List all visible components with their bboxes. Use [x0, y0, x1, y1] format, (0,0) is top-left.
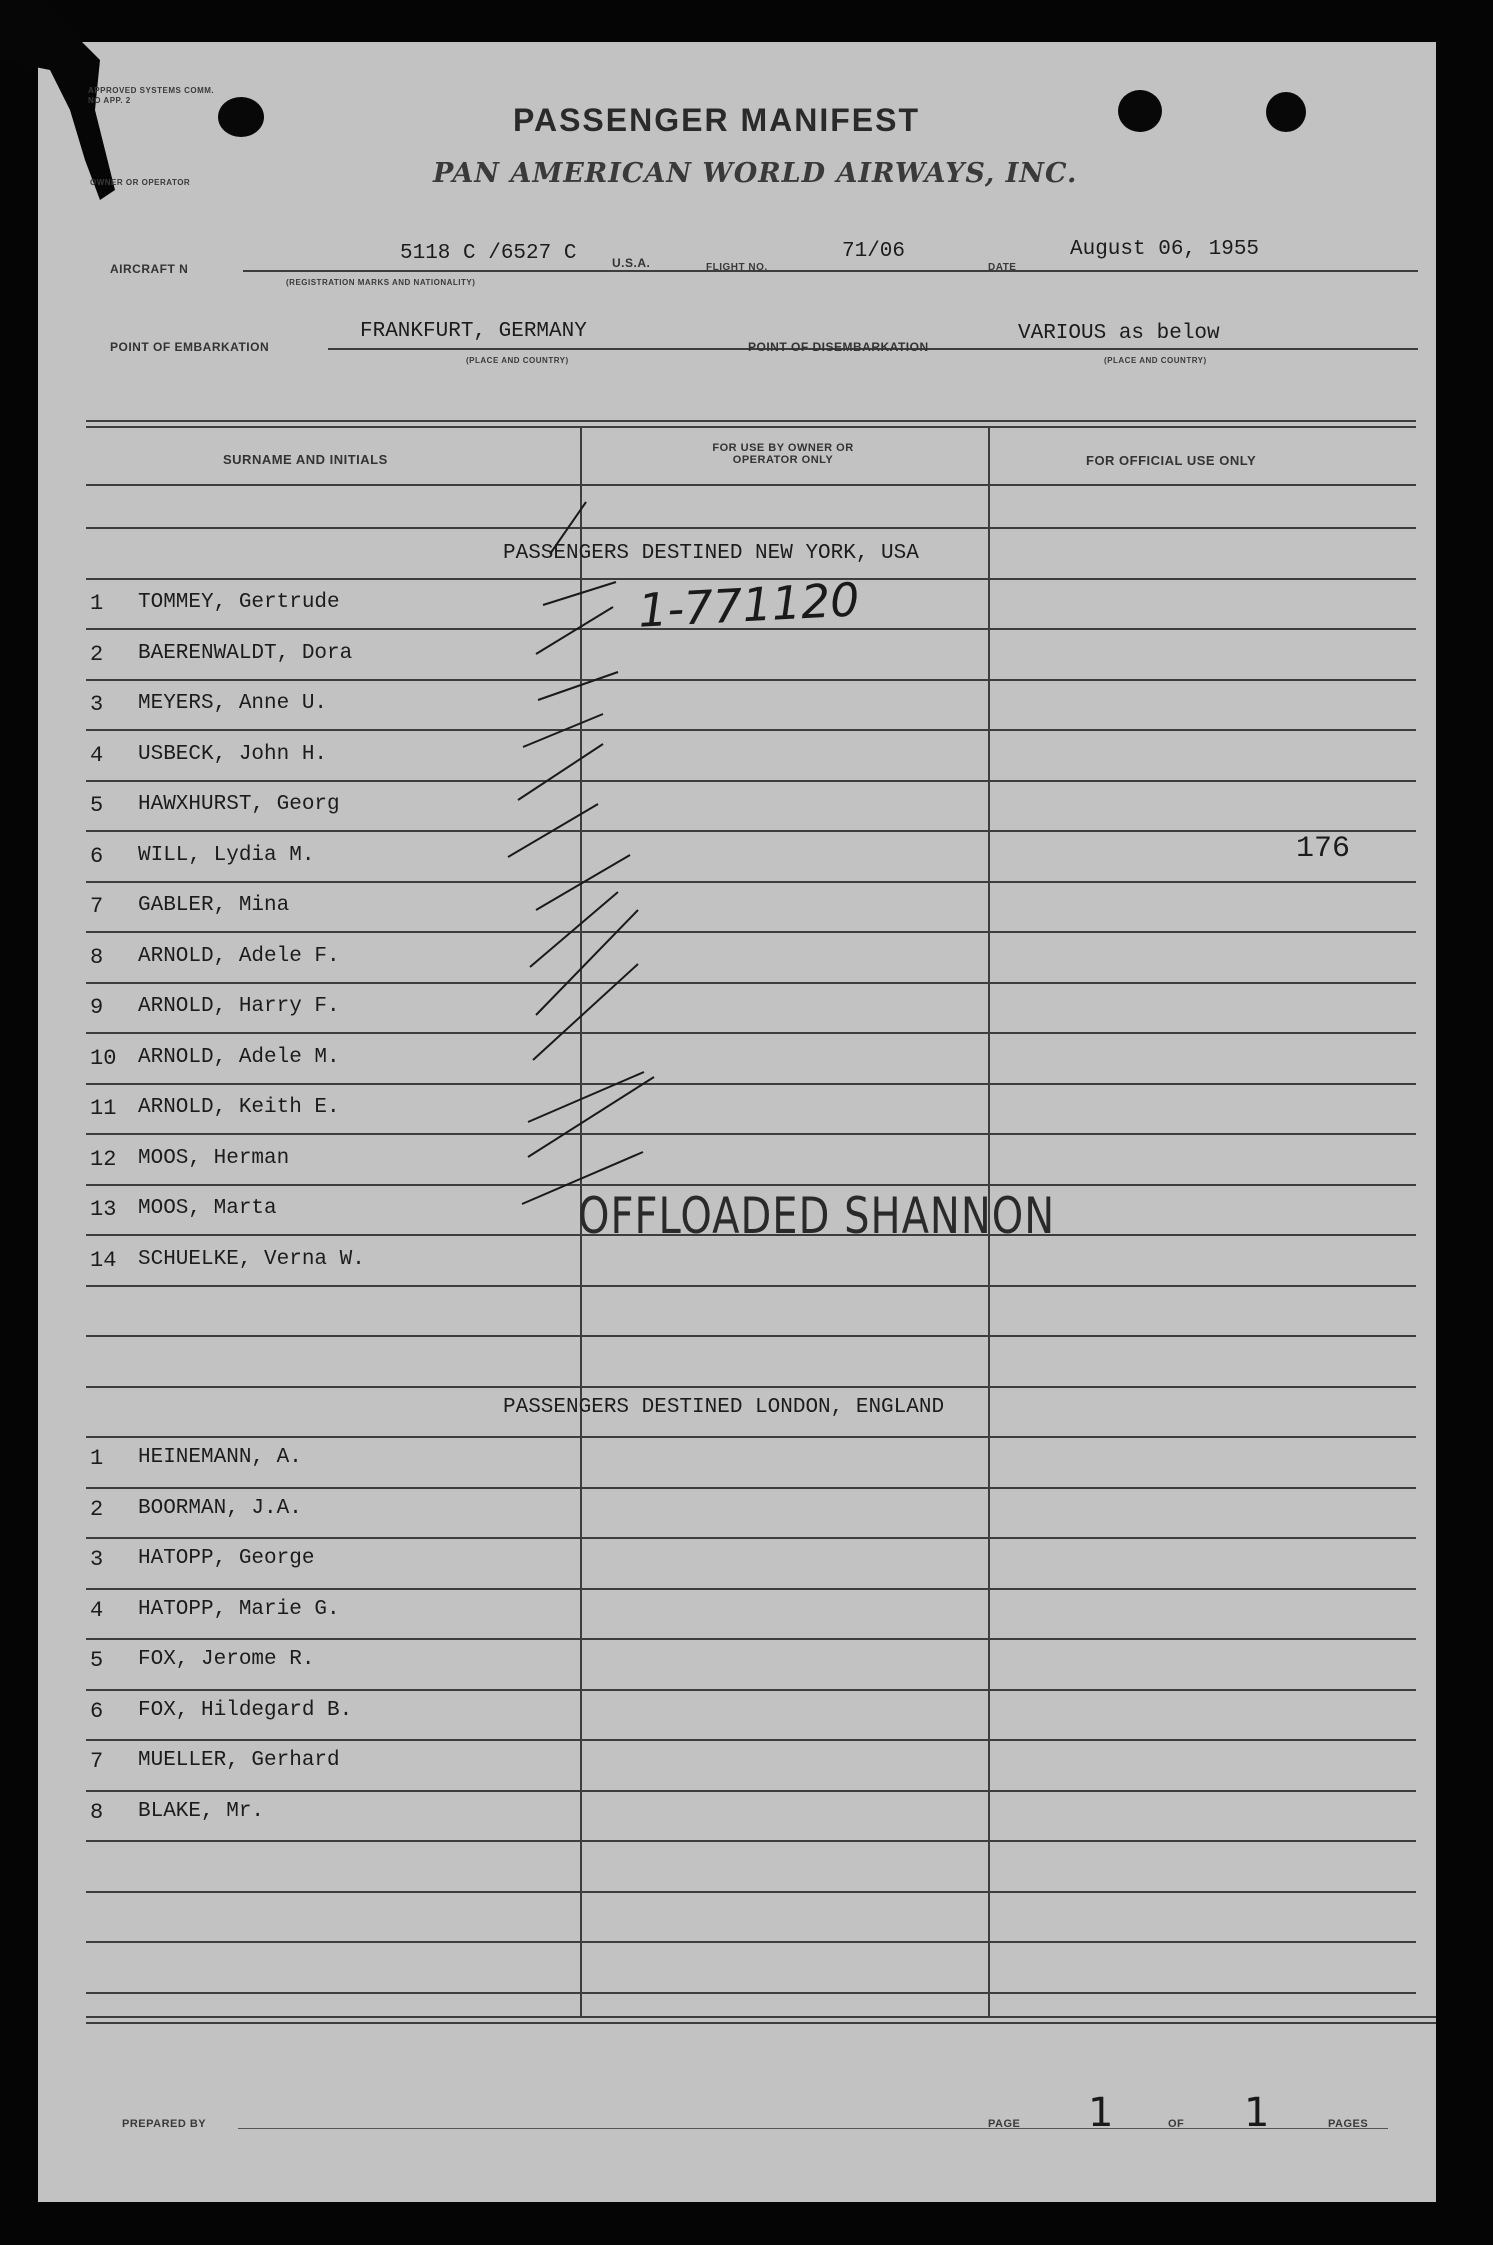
column-header-owner-use: FOR USE BY OWNER OR OPERATOR ONLY [712, 442, 854, 466]
passenger-name: MUELLER, Gerhard [138, 1749, 340, 1772]
disembarkation-value: VARIOUS as below [1018, 322, 1220, 345]
passenger-name: BAERENWALDT, Dora [138, 641, 353, 665]
passenger-name: MEYERS, Anne U. [138, 692, 328, 715]
official-count: 176 [1296, 832, 1351, 866]
passenger-name: MOOS, Marta [138, 1197, 277, 1220]
passenger-name: BOORMAN, J.A. [138, 1496, 302, 1520]
page-title: PASSENGER MANIFEST [513, 102, 920, 138]
passenger-name: FOX, Hildegard B. [138, 1698, 353, 1722]
page-value: 1 [1088, 2090, 1114, 2136]
passenger-name: HAWXHURST, Georg [138, 793, 340, 816]
approval-stamp: APPROVED SYSTEMS COMM. NO APP. 2 [88, 86, 215, 105]
manifest-document [38, 42, 1436, 2202]
row-number: 7 [90, 1749, 104, 1774]
row-number: 3 [90, 692, 104, 717]
row-number: 2 [90, 641, 104, 667]
date-label: DATE [988, 262, 1017, 273]
passenger-name: ARNOLD, Adele F. [138, 944, 340, 968]
passenger-name: ARNOLD, Keith E. [138, 1096, 340, 1119]
prepared-by-label: PREPARED BY [122, 2118, 207, 2130]
row-number: 7 [90, 894, 104, 919]
passenger-name: HEINEMANN, A. [138, 1446, 302, 1469]
page-label: PAGE [988, 2118, 1021, 2130]
passenger-name: ARNOLD, Adele M. [138, 1045, 340, 1069]
aircraft-value: 5118 C /6527 C [400, 242, 577, 265]
footer-line [238, 2128, 1388, 2129]
of-value: 1 [1244, 2090, 1270, 2136]
passenger-name: GABLER, Mina [138, 894, 290, 917]
column-header-official-use: FOR OFFICIAL USE ONLY [1086, 453, 1257, 468]
pages-label: PAGES [1328, 2118, 1369, 2130]
passenger-name: SCHUELKE, Verna W. [138, 1247, 365, 1271]
row-number: 4 [90, 1597, 104, 1623]
handwritten-check-marks [38, 42, 1436, 2202]
date-value: August 06, 1955 [1070, 238, 1260, 261]
row-number: 14 [90, 1247, 117, 1273]
row-number: 1 [90, 591, 104, 616]
passenger-name: FOX, Jerome R. [138, 1648, 315, 1671]
row-number: 9 [90, 995, 104, 1020]
owner-label: OWNER OR OPERATOR [90, 178, 191, 187]
of-label: OF [1168, 2118, 1185, 2130]
disembarkation-label: POINT OF DISEMBARKATION [748, 340, 929, 354]
section-heading: PASSENGERS DESTINED LONDON, ENGLAND [503, 1396, 945, 1419]
passenger-name: MOOS, Herman [138, 1146, 290, 1170]
row-number: 4 [90, 742, 104, 768]
flight-label: FLIGHT NO. [706, 262, 768, 273]
passenger-name: BLAKE, Mr. [138, 1799, 265, 1823]
row-number: 5 [90, 1648, 104, 1673]
row-number: 1 [90, 1446, 104, 1471]
embarkation-sublabel: (PLACE AND COUNTRY) [466, 356, 569, 365]
column-header-surname: SURNAME AND INITIALS [223, 452, 388, 467]
passenger-name: USBECK, John H. [138, 742, 328, 766]
aircraft-sublabel: (REGISTRATION MARKS AND NATIONALITY) [286, 278, 476, 287]
passenger-name: WILL, Lydia M. [138, 843, 315, 867]
passenger-name: ARNOLD, Harry F. [138, 995, 340, 1018]
operator-name: PAN AMERICAN WORLD AIRWAYS, INC. [433, 158, 1078, 189]
handwritten-number: 1-771120 [636, 572, 861, 638]
aircraft-country: U.S.A. [612, 256, 651, 270]
offloaded-stamp: OFFLOADED SHANNON [578, 1188, 1056, 1246]
passenger-name: HATOPP, George [138, 1547, 315, 1570]
flight-value: 71/06 [842, 240, 906, 263]
row-number: 12 [90, 1146, 117, 1172]
row-number: 6 [90, 1698, 104, 1724]
row-number: 5 [90, 793, 104, 818]
passenger-name: TOMMEY, Gertrude [138, 591, 340, 614]
row-number: 6 [90, 843, 104, 869]
aircraft-label: AIRCRAFT N [110, 262, 189, 276]
row-number: 2 [90, 1496, 104, 1522]
embarkation-value: FRANKFURT, GERMANY [360, 320, 587, 343]
row-number: 8 [90, 944, 104, 970]
row-number: 10 [90, 1045, 117, 1071]
disembarkation-sublabel: (PLACE AND COUNTRY) [1104, 356, 1207, 365]
row-number: 11 [90, 1096, 117, 1121]
row-number: 13 [90, 1197, 117, 1222]
embarkation-label: POINT OF EMBARKATION [110, 340, 270, 354]
row-number: 3 [90, 1547, 104, 1572]
passenger-name: HATOPP, Marie G. [138, 1597, 340, 1621]
row-number: 8 [90, 1799, 104, 1825]
section-heading: PASSENGERS DESTINED NEW YORK, USA [503, 542, 919, 565]
